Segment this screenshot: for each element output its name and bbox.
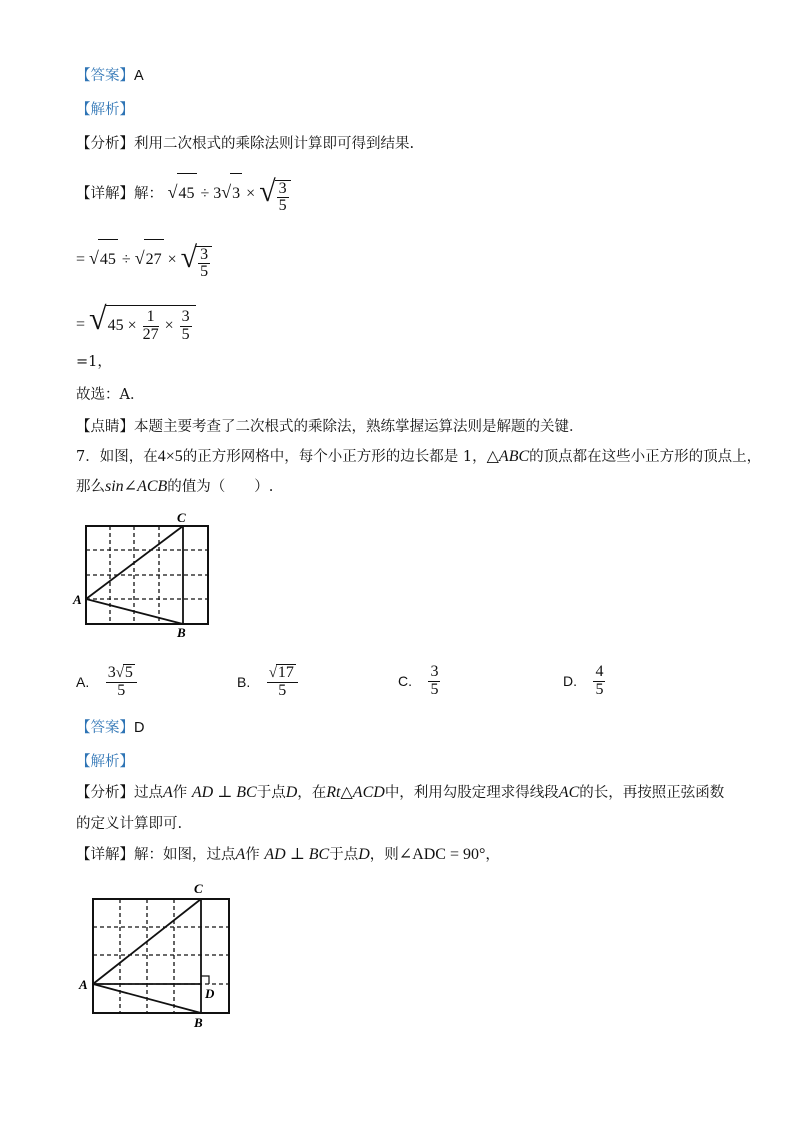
fenxi-text: 的长，再按照正弦函数	[579, 785, 725, 801]
fenxi-tag: 【分析】	[76, 136, 134, 152]
answer-value: A	[134, 68, 144, 84]
radicand: 5	[124, 664, 133, 681]
equals-sign: =	[76, 251, 86, 269]
q7-answer-line	[76, 718, 144, 738]
fraction-denominator: 5	[278, 681, 287, 699]
q6-fenxi-line	[76, 134, 414, 154]
detail-text: 于点	[329, 847, 359, 863]
option-label: C.	[398, 673, 412, 690]
stem-text: 的正方形网格中，每个小正方形的边长都是 1，	[182, 449, 487, 465]
stem-text: 的值为（ ）.	[167, 479, 274, 495]
fraction-numerator: 3	[278, 179, 287, 197]
fenxi-text: 过点	[134, 785, 163, 801]
fenxi-tag: 【分析】	[76, 785, 134, 801]
q6-comment-line	[76, 417, 584, 437]
q6-choose-line: 故选：A．	[76, 387, 145, 403]
sine-expression: sin∠ACB	[105, 478, 168, 495]
fraction-numerator: 1	[143, 309, 159, 327]
fraction-numerator: 4	[595, 663, 604, 680]
perpendicular-expression: AD ⊥ BC	[191, 784, 257, 801]
q7-detail-line	[76, 845, 500, 865]
vertex-label-b: B	[177, 625, 186, 640]
q6-detail-step3: = √45 × $\frac{1}{27}$ × $\frac{3}{5}$	[76, 298, 196, 346]
detail-text: ，	[485, 847, 500, 863]
vertex-label-d: D	[205, 986, 215, 1001]
radicand: 27	[144, 239, 164, 280]
q6-analysis-tag: 【解析】	[76, 102, 134, 118]
fraction-denominator: 5	[181, 325, 190, 343]
option-b[interactable]: B. $\frac{√17}{5}$	[237, 664, 300, 700]
fraction-denominator: 5	[117, 681, 126, 699]
fraction-denominator: 5	[278, 197, 287, 215]
detail-text: 解：如图，过点	[134, 847, 236, 863]
fraction-denominator: 27	[142, 325, 159, 343]
stem-text: 的顶点都在这些小正方形的顶点上，	[529, 449, 762, 465]
radicand: 17	[277, 664, 294, 681]
option-label: A.	[76, 673, 90, 690]
fenxi-text: 作	[172, 785, 188, 801]
option-label: B.	[237, 673, 251, 690]
operator: ÷	[121, 251, 131, 269]
vertex-label-b: B	[194, 1015, 203, 1030]
radicand: 3	[230, 173, 242, 214]
stem-text: 那么	[76, 479, 105, 495]
fraction-denominator: 5	[430, 680, 439, 698]
q7-grid-figure	[70, 510, 220, 640]
right-triangle-name: Rt△ACD	[326, 784, 385, 801]
perpendicular-expression: AD ⊥ BC	[264, 846, 330, 863]
q7-analysis-tag: 【解析】	[76, 754, 134, 770]
comment-tag: 【点睛】	[76, 419, 134, 435]
q7-fenxi-line2: 的定义计算即可.	[76, 816, 183, 832]
detail-tag: 【详解】	[76, 847, 134, 863]
point-name: A	[235, 846, 246, 863]
triangle-name: △ABC	[486, 448, 530, 465]
fraction-denominator: 5	[595, 680, 604, 698]
q6-detail-step2: = √45 ÷ √27 × √ $\frac{3}{5}$	[76, 238, 214, 283]
detail-tag: 【详解】	[76, 186, 134, 203]
coefficient: 3	[107, 664, 116, 681]
segment-name: AC	[558, 784, 580, 801]
q7-fenxi-line1	[76, 783, 724, 803]
q7-stem-line1	[76, 447, 761, 467]
fraction-numerator: 3	[430, 663, 439, 680]
fenxi-text: ，在	[297, 785, 327, 801]
operator: ×	[164, 316, 174, 334]
detail-text: 作	[245, 847, 260, 863]
fenxi-text: 利用二次根式的乘除法则计算即可得到结果.	[134, 136, 415, 152]
fraction-numerator: 3	[181, 307, 190, 325]
radicand: 45 ×	[107, 316, 137, 334]
option-c[interactable]	[398, 664, 442, 699]
fraction-numerator: 3	[200, 245, 209, 263]
vertex-label-c: C	[194, 881, 203, 896]
equals-sign: =	[76, 316, 86, 333]
vertex-label-a: A	[73, 592, 82, 607]
comment-text: 本题主要考查了二次根式的乘除法，熟练掌握运算法则是解题的关键．	[134, 419, 584, 435]
q7-solution-figure	[76, 877, 246, 1032]
angle-expression: ∠ADC = 90°	[398, 846, 486, 863]
q6-detail-step4: =1，	[76, 354, 112, 370]
q6-detail-step1: 【详解】解： √45 ÷ 3√3 × √ $\frac{3}{5}$	[76, 172, 293, 217]
radicand: 45	[177, 173, 197, 214]
point-name: D	[285, 784, 298, 801]
option-d[interactable]	[563, 664, 607, 699]
q7-stem-line2	[76, 477, 273, 497]
grid-size: 4×5	[157, 448, 183, 465]
radicand: 45	[98, 239, 118, 280]
point-name: A	[163, 784, 173, 801]
detail-text: ，则	[369, 847, 399, 863]
detail-prefix: 解：	[134, 186, 163, 203]
answer-value: D	[134, 720, 145, 736]
answer-tag: 【答案】	[76, 720, 134, 736]
operator: ÷ 3	[200, 185, 222, 203]
option-a[interactable]: A. $\frac{3√5}{5}$	[76, 664, 139, 700]
fenxi-text: 中，利用勾股定理求得线段	[384, 785, 559, 801]
fraction-denominator: 5	[200, 263, 209, 281]
fenxi-text: 于点	[256, 785, 286, 801]
vertex-label-c: C	[177, 510, 186, 525]
option-label: D.	[563, 673, 577, 690]
vertex-label-a: A	[79, 977, 88, 992]
point-name: D	[358, 846, 370, 863]
stem-text: 7．如图，在	[76, 449, 158, 465]
operator: ×	[167, 251, 177, 269]
operator: ×	[246, 185, 256, 203]
q6-answer-line	[76, 66, 144, 86]
answer-tag: 【答案】	[76, 68, 134, 84]
